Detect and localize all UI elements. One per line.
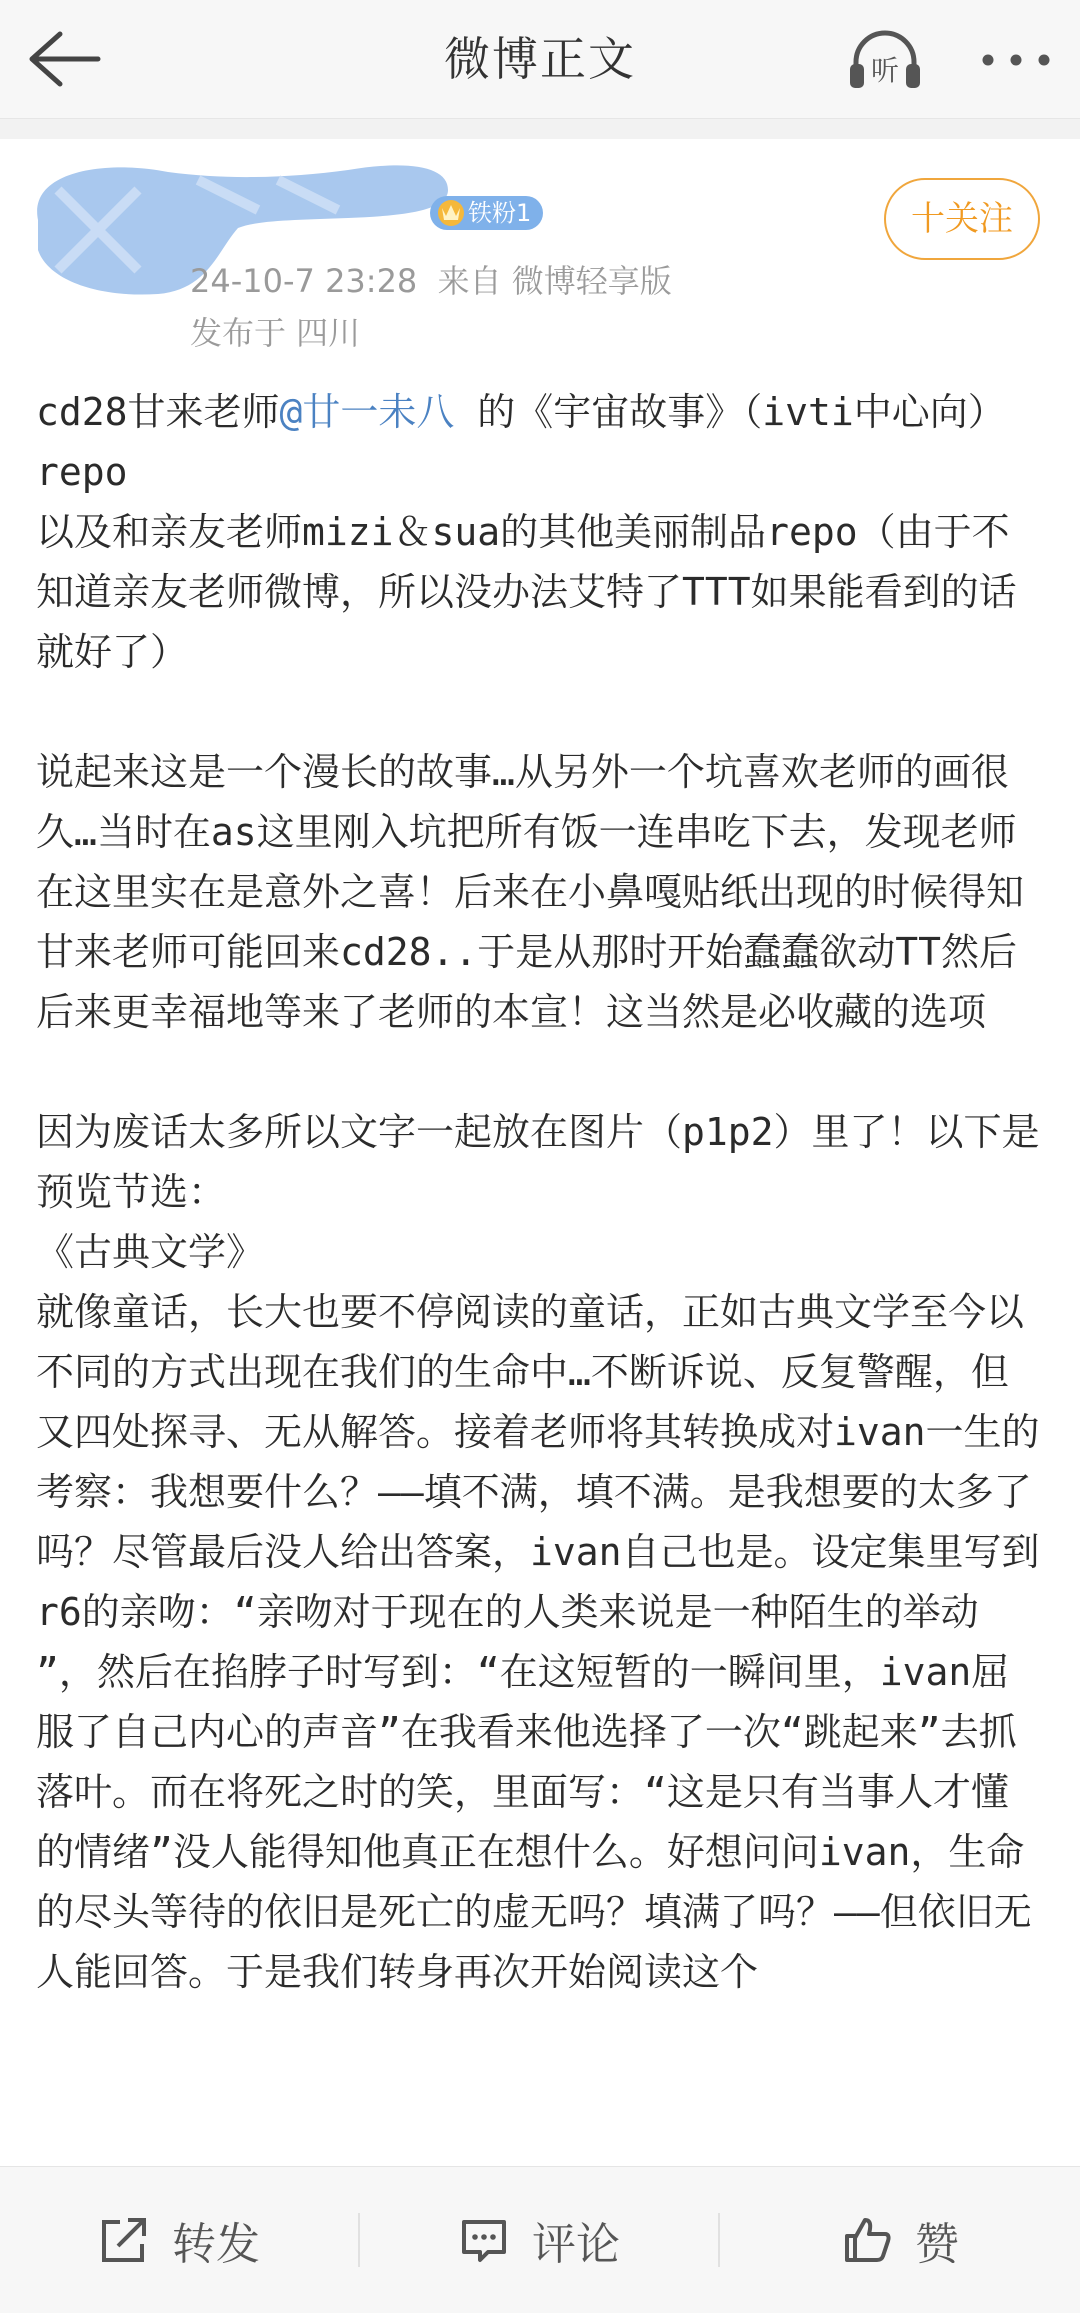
paragraph-spacer — [36, 682, 1046, 742]
bottom-action-bar — [0, 2166, 1080, 2313]
post-paragraph: 说起来这是一个漫长的故事…从另外一个坑喜欢老师的画很久…当时在as这里刚入坑把所有饭一连串吃下去，发现老师在这里实在是意外之喜！后来在小鼻嘎贴纸出现的时候得知甘来老师可能回来cd28..于是从那时开始蠢蠢欲动TT然后后来更幸福地等来了老师的本宣！这当然是必收藏的选项 — [36, 750, 1025, 1034]
crown-icon — [434, 194, 468, 228]
headphones-listen-icon[interactable] — [846, 28, 924, 92]
repost-icon — [98, 2214, 150, 2266]
listen-label: 听 — [870, 54, 900, 87]
like-label: 赞 — [915, 2219, 959, 2270]
fan-level-badge — [430, 196, 543, 230]
post-body — [36, 382, 1046, 2162]
repost-label: 转发 — [172, 2219, 260, 2270]
post-meta — [190, 256, 672, 302]
post-time: 24-10-7 23:28 — [190, 262, 418, 300]
paragraph-spacer — [36, 1042, 1046, 1102]
more-options-icon[interactable] — [976, 30, 1056, 90]
post-paragraph: 《古典文学》 — [36, 1230, 265, 1274]
mention-link[interactable]: @廿一未八 — [279, 390, 455, 434]
section-divider — [0, 119, 1080, 139]
post-location: 发布于 四川 — [190, 314, 361, 352]
post-paragraph: cd28甘来老师@廿一未八 的《宇宙故事》（ivti中心向）repo — [36, 390, 1006, 494]
post-paragraph: 就像童话，长大也要不停阅读的童话，正如古典文学至今以不同的方式出现在我们的生命中…不断诉说、反复警醒，但又四处探寻、无从解答。接着老师将其转换成对ivan一生的考察：我想要什么？——填不满，填不满。是我想要的太多了吗？尽管最后没人给出答案，ivan自己也是。设定集里写到r6的亲吻：“亲吻对于现在的人类来说是一种陌生的举动 ”，然后在掐脖子时写到：“在这短暂的一瞬间里，ivan屈服了自己内心的声音”在我看来他选择了一次“跳起来”去抓落叶。而在将死之时的笑，里面写：“这是只有当事人才懂的情绪”没人能得知他真正在想什么。好想问问ivan，生命的尽头等待的依旧是死亡的虚无吗？填满了吗？——但依旧无人能回答。于是我们转身再次开始阅读这个 — [36, 1290, 1040, 1994]
comment-button[interactable] — [360, 2167, 718, 2313]
comment-label: 评论 — [532, 2219, 620, 2270]
repost-button[interactable] — [0, 2167, 358, 2313]
follow-button[interactable]: 十关注 — [884, 178, 1040, 260]
post-paragraph: 以及和亲友老师mizi＆sua的其他美丽制品repo（由于不知道亲友老师微博，所以没办法艾特了TTT如果能看到的话就好了） — [36, 510, 1017, 674]
post-paragraph: 因为废话太多所以文字一起放在图片（p1p2）里了！以下是预览节选： — [36, 1110, 1040, 1214]
fan-badge-label: 铁粉1 — [468, 199, 532, 227]
post-source: 来自 微博轻享版 — [437, 262, 672, 300]
top-nav-bar — [0, 0, 1080, 119]
thumbs-up-icon — [841, 2214, 893, 2266]
comment-icon — [458, 2214, 510, 2266]
page-title: 微博正文 — [444, 32, 636, 86]
like-button[interactable] — [720, 2167, 1080, 2313]
